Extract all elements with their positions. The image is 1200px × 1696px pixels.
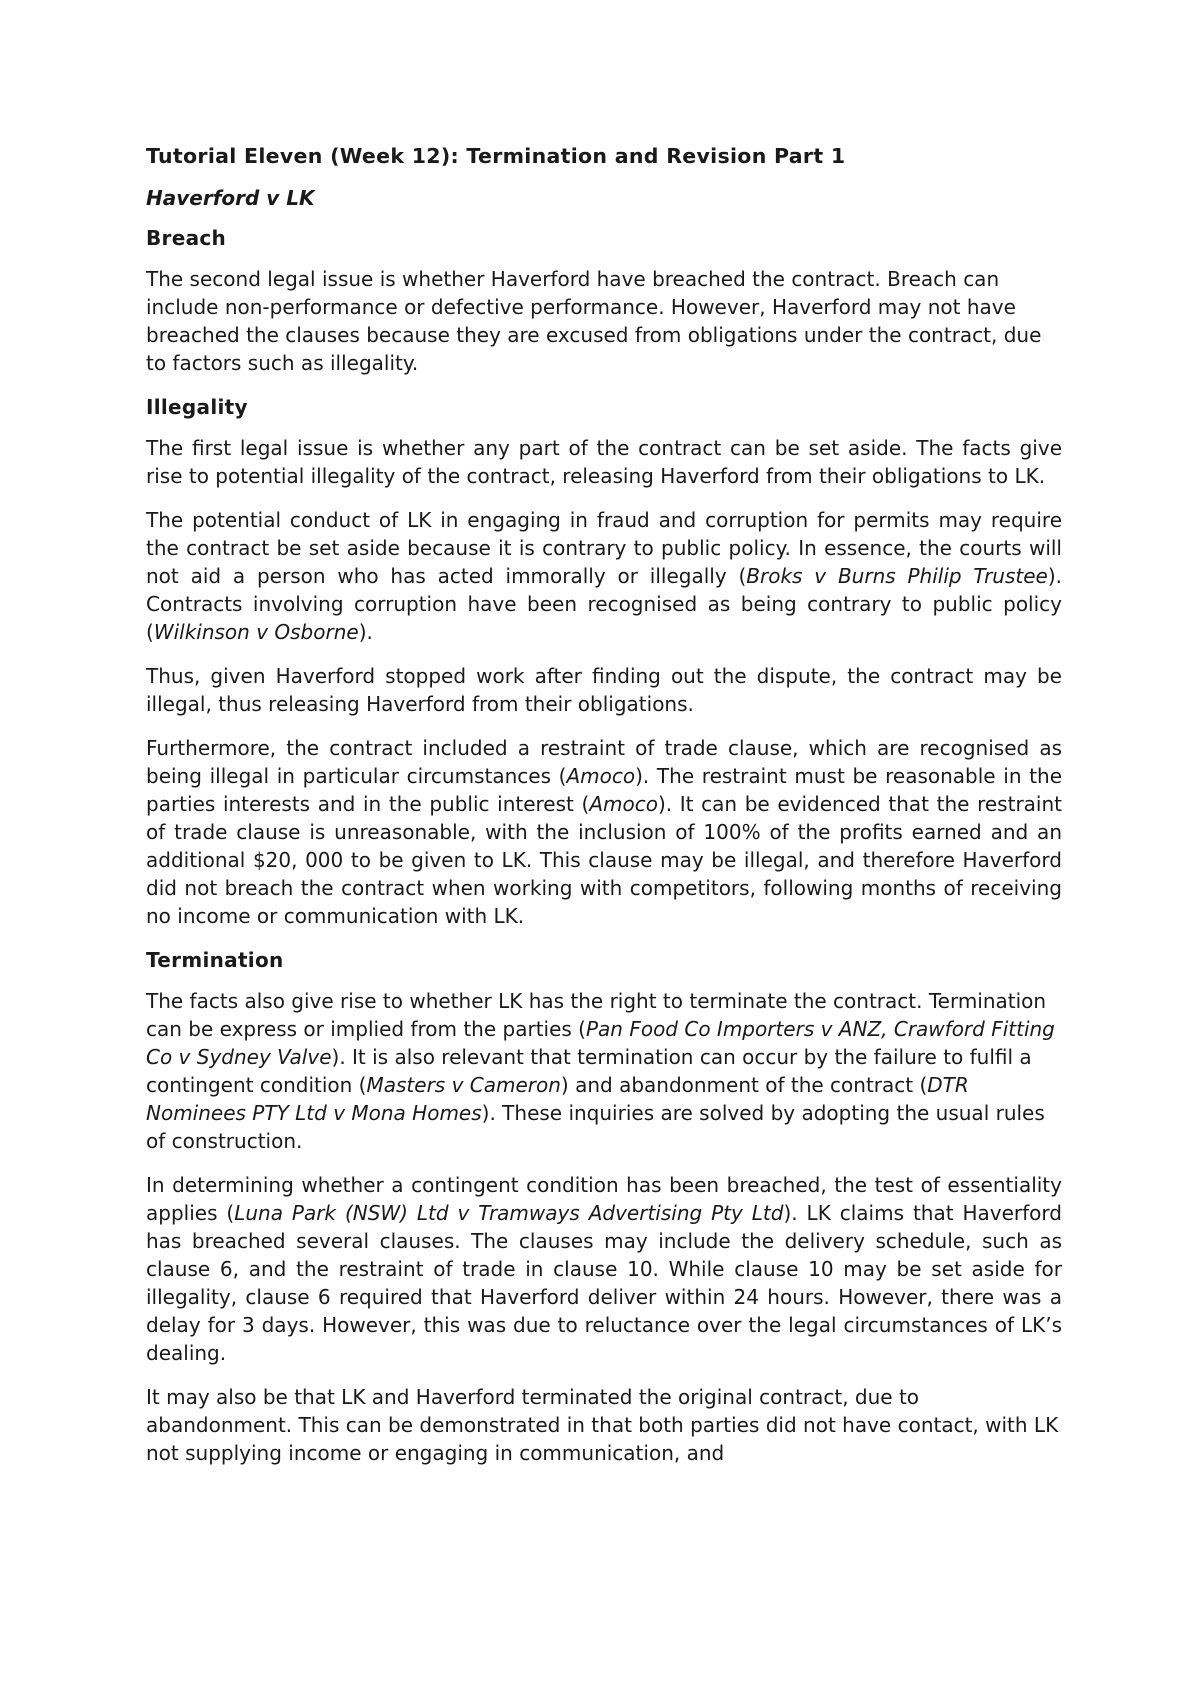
paragraph-text: ). It is also relevant that termination can occur by the failure to fulfil a contingent condition ( xyxy=(146,1045,1032,1097)
case-citation: Pan Food Co Importers v ANZ, Crawford Fitting Co v Sydney Valve xyxy=(146,1017,1055,1069)
paragraph-text: It may also be that LK and Haverford terminated the original contract, due to abandonment. This can be demonstrated in that both parties did not have contact, with LK not supplying income or engaging in communication, and xyxy=(146,1385,1059,1465)
case-citation: Wilkinson v Osborne xyxy=(153,620,359,644)
paragraph-text: The second legal issue is whether Haverford have breached the contract. Breach can include non-performance or defective performance. However, Haverford may not have breached the clauses because they are excused from obligations under the contract, due to factors such as illegality. xyxy=(146,267,1042,375)
document-title: Tutorial Eleven (Week 12): Termination and Revision Part 1 xyxy=(146,144,846,168)
case-citation: DTR Nominees PTY Ltd v Mona Homes xyxy=(146,1073,969,1125)
paragraph xyxy=(146,662,1062,718)
document-body xyxy=(146,142,1062,1483)
paragraph xyxy=(146,987,1062,1155)
paragraph-text: In determining whether a contingent condition has been breached, the test of essentiality applies ( xyxy=(146,1173,1062,1225)
paragraph-text: ) and abandonment of the contract ( xyxy=(560,1073,928,1097)
case-citation: Luna Park (NSW) Ltd v Tramways Advertising Pty Ltd xyxy=(234,1201,784,1225)
paragraph xyxy=(146,434,1062,490)
section-heading-termination: Termination xyxy=(146,948,284,972)
paragraph xyxy=(146,1383,1062,1467)
paragraph xyxy=(146,1171,1062,1367)
sections-container xyxy=(146,224,1062,1467)
paragraph-text: The facts also give rise to whether LK has the right to terminate the contract. Termination can be express or implied from the parties ( xyxy=(146,989,1047,1041)
paragraph xyxy=(146,734,1062,930)
case-citation: Amoco xyxy=(566,764,636,788)
paragraph-text: ). Contracts involving corruption have been recognised as being contrary to public policy ( xyxy=(146,564,1063,644)
paragraph-text: ). It can be evidenced that the restraint of trade clause is unreasonable, with the inclusion of 100% of the profits earned and an additional $20, 000 to be given to LK. This clause may be illegal, and therefore Haverford did not breach the contract when working with competitors, following months of receiving no income or communication with LK. xyxy=(146,792,1062,928)
paragraph-text: ). These inquiries are solved by adopting the usual rules of construction. xyxy=(146,1101,1045,1153)
section-heading-illegality: Illegality xyxy=(146,395,248,419)
case-citation: Amoco xyxy=(589,792,658,816)
paragraph xyxy=(146,506,1062,646)
paragraph-text: The first legal issue is whether any part of the contract can be set aside. The facts give rise to potential illegality of the contract, releasing Haverford from their obligations to LK. xyxy=(146,436,1062,488)
case-citation: Masters v Cameron xyxy=(366,1073,561,1097)
paragraph-text: ). LK claims that Haverford has breached several clauses. The clauses may include the delivery schedule, such as clause 6, and the restraint of trade in clause 10. While clause 10 may be set aside for illegality, clause 6 required that Haverford deliver within 24 hours. However, there was a delay for 3 days. However, this was due to reluctance over the legal circumstances of LK’s dealing. xyxy=(146,1201,1062,1365)
paragraph-text: Thus, given Haverford stopped work after finding out the dispute, the contract may be illegal, thus releasing Haverford from their obligations. xyxy=(146,664,1062,716)
case-title: Haverford v LK xyxy=(146,186,315,210)
paragraph-text: ). The restraint must be reasonable in the parties interests and in the public interest ( xyxy=(146,764,1062,816)
paragraph xyxy=(146,265,1062,377)
case-citation: Broks v Burns Philip Trustee xyxy=(746,564,1048,588)
paragraph-text: Furthermore, the contract included a restraint of trade clause, which are recognised as being illegal in particular circumstances ( xyxy=(146,736,1062,788)
section-heading-breach: Breach xyxy=(146,226,227,250)
paragraph-text: The potential conduct of LK in engaging in fraud and corruption for permits may require the contract be set aside because it is contrary to public policy. In essence, the courts will not aid a person who has acted immorally or illegally ( xyxy=(146,508,1062,588)
paragraph-text: ). xyxy=(358,620,373,644)
